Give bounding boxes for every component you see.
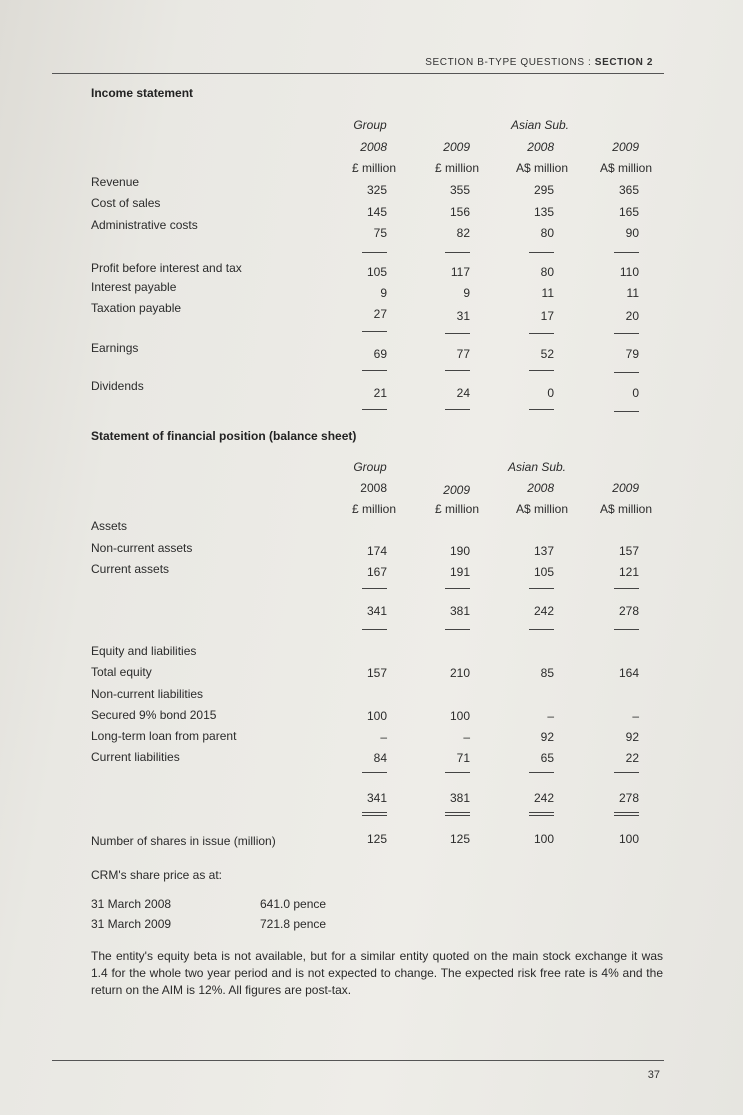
balance-total-rule [445,629,470,630]
balance-cell: 22 [625,751,639,765]
income-row-label: Administrative costs [91,218,198,232]
income-total-rule [529,409,554,410]
income-cell: 82 [456,226,470,240]
balance-total-rule [445,815,470,816]
balance-total-rule [445,812,470,813]
page-number: 37 [647,1069,660,1081]
income-cell: 52 [540,347,554,361]
income-cell: 105 [366,265,387,279]
balance-year-1: 2008 [360,481,387,495]
balance-sheet-title: Statement of financial position (balance sheet) [91,429,357,443]
balance-asian-heading: Asian Sub. [507,460,567,474]
balance-total-rule [614,812,639,813]
income-cell: 11 [541,286,554,300]
share-price-value: 721.8 pence [260,917,327,931]
income-row-label: Cost of sales [91,196,161,210]
income-row-label: Dividends [91,379,144,393]
income-cell: 24 [456,386,470,400]
income-cell: 69 [373,347,387,361]
income-row-label: Taxation payable [91,301,182,315]
share-price-value: 641.0 pence [260,897,327,911]
running-header [425,57,653,68]
header-rule [52,73,664,74]
balance-cell: 381 [449,604,470,618]
income-row-label: Earnings [91,341,139,355]
balance-subtotal-rule [445,588,470,589]
balance-cell: 381 [449,791,470,805]
balance-total-rule [362,629,387,630]
balance-row-label: Number of shares in issue (million) [91,834,276,848]
balance-group-heading: Group [353,460,387,474]
income-cell: 0 [547,386,554,400]
balance-cell: 71 [456,751,470,765]
balance-cell: – [463,730,470,744]
income-cell: 355 [449,183,470,197]
income-statement-title: Income statement [91,86,194,100]
income-total-rule [529,370,554,371]
income-row-label: Revenue [91,175,140,189]
balance-row-label: Non-current assets [91,541,193,555]
balance-cell: 278 [618,604,639,618]
balance-unit-1: £ million [351,502,396,516]
balance-cell: 121 [618,565,639,579]
income-cell: 110 [619,265,639,279]
balance-cell: 65 [540,751,554,765]
income-cell: 0 [632,386,639,400]
balance-cell: 242 [533,604,554,618]
balance-cell: 278 [618,791,639,805]
balance-year-4: 2009 [612,481,639,495]
balance-total-rule [362,815,387,816]
income-cell: 295 [533,183,554,197]
income-cell: 90 [625,226,639,240]
balance-cell: 92 [540,730,554,744]
income-cell: 75 [373,226,387,240]
income-cell: 117 [450,265,470,279]
running-header-section: SECTION 2 [594,57,653,68]
balance-cell: – [547,709,554,723]
income-year-1: 2008 [360,140,387,154]
balance-cell: – [380,730,387,744]
balance-subtotal-rule [445,772,470,773]
income-unit-2: £ million [434,161,479,175]
balance-row-label: Non-current liabilities [91,687,204,701]
balance-cell: 191 [449,565,470,579]
balance-total-rule [362,812,387,813]
balance-cell: 137 [533,544,554,558]
balance-row-label: Total equity [91,665,152,679]
income-cell: 365 [618,183,639,197]
income-subtotal-rule [529,252,554,253]
income-asian-heading: Asian Sub. [510,118,570,132]
income-cell: 135 [533,205,554,219]
balance-year-2: 2009 [443,483,470,497]
income-total-rule [614,411,639,412]
balance-cell: 167 [366,565,387,579]
balance-subtotal-rule [529,588,554,589]
balance-cell: 157 [366,666,387,680]
income-cell: 20 [625,309,639,323]
equity-beta-paragraph: The entity's equity beta is not available, but for a similar entity quoted on the main stock exchange it was 1.4 for the whole two year period and is not expected to change. The expected risk free rate is 4% and the return on the AIM is 12%. All figures are post-tax. [91,949,663,997]
income-cell: 31 [456,309,470,323]
income-subtotal-rule [445,252,470,253]
balance-row-label: Current assets [91,562,170,576]
balance-total-rule [529,629,554,630]
share-price-date: 31 March 2009 [91,917,172,931]
income-cell: 27 [373,307,387,321]
income-cell: 9 [463,286,470,300]
income-total-rule [445,370,470,371]
income-group-heading: Group [353,118,387,132]
income-subtotal-rule [362,252,387,253]
share-price-heading: CRM's share price as at: [91,868,222,882]
balance-subtotal-rule [362,588,387,589]
balance-cell: 84 [373,751,387,765]
income-subtotal-rule [362,331,387,332]
balance-row-label: Current liabilities [91,750,180,764]
share-price-date: 31 March 2008 [91,897,172,911]
income-subtotal-rule [614,252,639,253]
balance-subtotal-rule [614,772,639,773]
balance-cell: 105 [533,565,554,579]
balance-cell: 341 [366,791,387,805]
balance-cell: 100 [533,832,554,846]
balance-year-3: 2008 [527,481,554,495]
balance-cell: 100 [618,832,639,846]
balance-cell: – [632,709,639,723]
income-unit-4: A$ million [599,161,652,175]
income-subtotal-rule [529,333,554,334]
income-cell: 80 [540,226,554,240]
income-total-rule [445,409,470,410]
income-cell: 11 [626,286,639,300]
balance-cell: 210 [449,666,470,680]
income-row-label: Profit before interest and tax [91,261,242,275]
balance-total-rule [529,812,554,813]
income-total-rule [614,372,639,373]
income-total-rule [362,370,387,371]
balance-total-rule [614,629,639,630]
income-year-4: 2009 [612,140,639,154]
balance-cell: 164 [618,666,639,680]
balance-cell: 100 [449,709,470,723]
income-total-rule [362,409,387,410]
income-subtotal-rule [614,333,639,334]
balance-subtotal-rule [362,772,387,773]
balance-unit-4: A$ million [599,502,652,516]
balance-cell: 85 [540,666,554,680]
income-cell: 325 [366,183,387,197]
income-cell: 77 [456,347,470,361]
income-cell: 165 [618,205,639,219]
income-cell: 17 [540,309,554,323]
income-cell: 156 [449,205,470,219]
balance-cell: 125 [449,832,470,846]
balance-cell: 190 [449,544,470,558]
balance-cell: 92 [625,730,639,744]
balance-unit-2: £ million [434,502,479,516]
balance-subtotal-rule [529,772,554,773]
balance-row-label: Long-term loan from parent [91,729,237,743]
income-cell: 79 [625,347,639,361]
balance-unit-3: A$ million [515,502,568,516]
balance-cell: 125 [366,832,387,846]
income-cell: 9 [380,286,387,300]
income-cell: 21 [373,386,387,400]
running-header-prefix: SECTION B-TYPE QUESTIONS : [425,57,595,68]
income-unit-3: A$ million [515,161,568,175]
income-cell: 145 [366,205,387,219]
balance-cell: 174 [366,544,387,558]
assets-heading: Assets [91,519,128,533]
balance-total-rule [529,815,554,816]
income-subtotal-rule [445,333,470,334]
balance-row-label: Secured 9% bond 2015 [91,708,217,722]
balance-subtotal-rule [614,588,639,589]
footer-rule [52,1060,664,1061]
income-year-3: 2008 [527,140,554,154]
balance-cell: 341 [366,604,387,618]
income-unit-1: £ million [351,161,396,175]
income-cell: 80 [540,265,554,279]
equity-liabilities-heading: Equity and liabilities [91,644,197,658]
balance-cell: 157 [618,544,639,558]
balance-total-rule [614,815,639,816]
balance-cell: 100 [366,709,387,723]
income-row-label: Interest payable [91,280,177,294]
income-year-2: 2009 [443,140,470,154]
balance-cell: 242 [533,791,554,805]
